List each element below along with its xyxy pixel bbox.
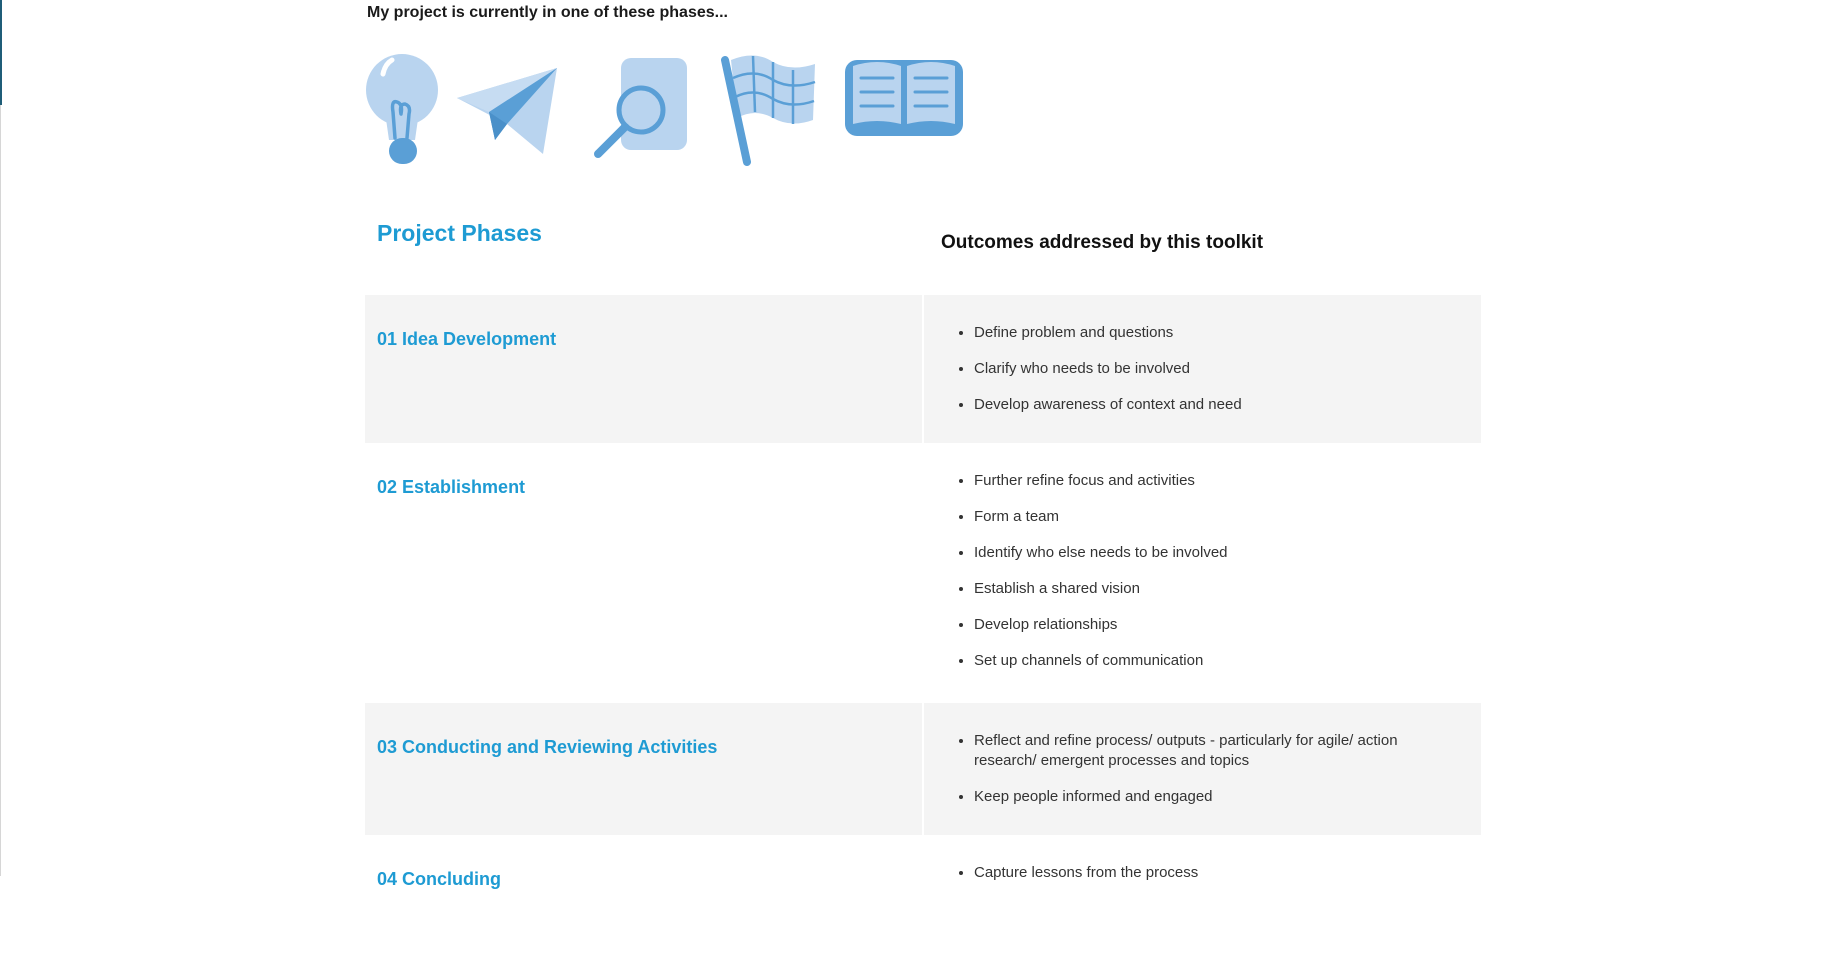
list-item: • Keep people informed and engaged: [974, 787, 1461, 807]
list-item: • Establish a shared vision: [974, 579, 1461, 599]
outcomes-cell: [924, 295, 1481, 443]
table-row: [365, 835, 1481, 955]
list-item: • Identify who else needs to be involved: [974, 543, 1461, 563]
outcomes-cell: [924, 443, 1481, 703]
list-item: • Form a team: [974, 507, 1461, 527]
outcomes-cell: [924, 703, 1481, 835]
phase-title-conducting-reviewing: 03 Conducting and Reviewing Activities: [377, 737, 718, 757]
phase-icons: [365, 52, 985, 170]
intro-text: My project is currently in one of these phases...: [367, 4, 728, 21]
list-item: • Develop awareness of context and need: [974, 395, 1461, 415]
paper-plane-icon: [455, 52, 559, 156]
list-item: • Define problem and questions: [974, 323, 1461, 343]
list-item: • Reflect and refine process/ outputs - particularly for agile/ action research/ emergent processes and topics: [974, 731, 1461, 771]
table-row: [365, 295, 1481, 443]
open-book-icon: [843, 52, 965, 142]
list-item: • Set up channels of communication: [974, 651, 1461, 671]
list-item: • Further refine focus and activities: [974, 471, 1461, 491]
project-phases-heading: Project Phases: [377, 220, 542, 246]
phase-title-establishment: 02 Establishment: [377, 477, 526, 497]
outcomes-list: [944, 323, 1461, 415]
outcomes-cell: [924, 835, 1481, 955]
outcomes-list: [944, 863, 1461, 883]
list-item: • Clarify who needs to be involved: [974, 359, 1461, 379]
magnifying-glass-icon: [591, 52, 691, 158]
table-row: [365, 443, 1481, 703]
left-edge-bar: [0, 0, 2, 105]
list-item: • Capture lessons from the process: [974, 863, 1461, 883]
checkered-flag-icon: [715, 52, 817, 166]
table-row: [365, 703, 1481, 835]
lightbulb-icon: [365, 52, 443, 166]
phase-cell: [365, 295, 922, 443]
phase-cell: [365, 835, 922, 955]
outcomes-list: [944, 471, 1461, 671]
left-edge-divider: [0, 105, 1, 876]
phase-cell: [365, 703, 922, 835]
phases-table: [365, 295, 1481, 955]
outcomes-heading: Outcomes addressed by this toolkit: [941, 232, 1264, 253]
list-item: • Develop relationships: [974, 615, 1461, 635]
outcomes-list: [944, 731, 1461, 807]
phase-title-concluding: 04 Concluding: [377, 869, 502, 889]
phase-cell: [365, 443, 922, 703]
phase-title-idea-development: 01 Idea Development: [377, 329, 557, 349]
